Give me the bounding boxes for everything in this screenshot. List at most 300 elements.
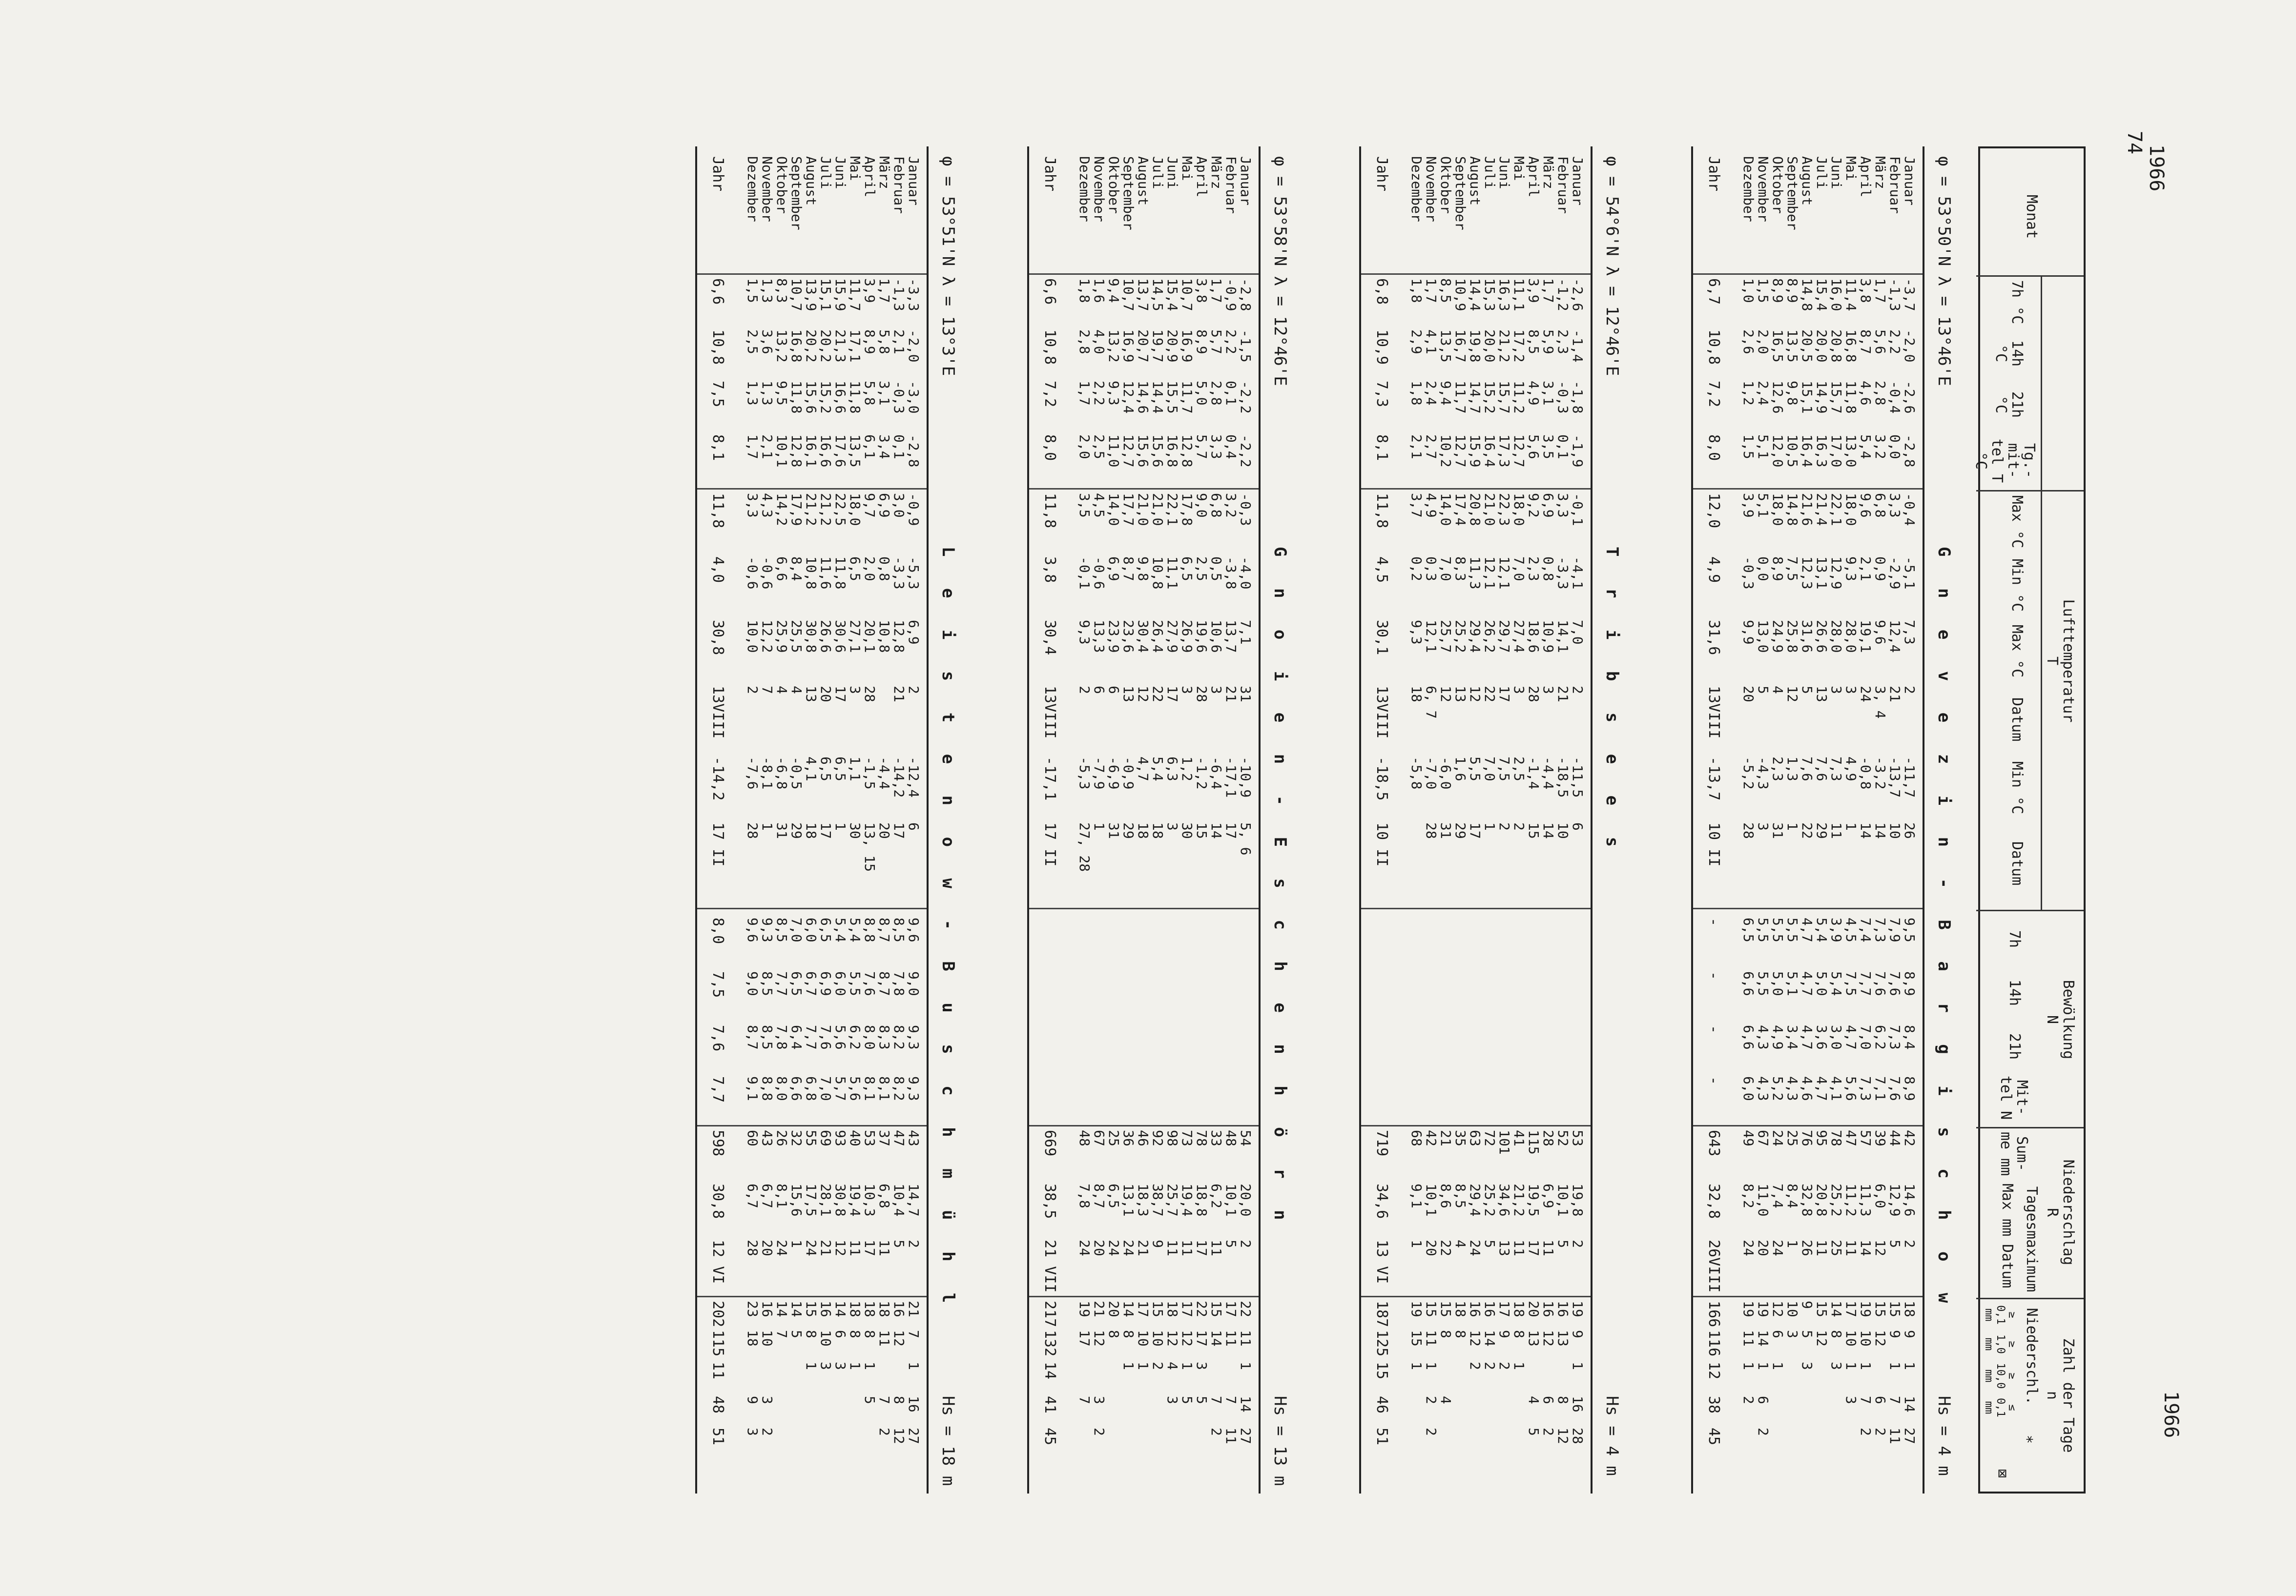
- table-cell: 14,4: [1150, 381, 1166, 414]
- table-cell: 21,0: [1150, 493, 1166, 526]
- table-cell: 6,3: [1164, 757, 1180, 781]
- table-cell: -0,4: [1902, 493, 1918, 526]
- jahr-cell: -13,7: [1705, 757, 1722, 801]
- header-tm-datum: Datum: [1999, 1244, 2016, 1289]
- table-cell: 5,6: [847, 1076, 863, 1101]
- table-cell: 9: [1496, 1330, 1512, 1338]
- table-cell: 17: [1179, 1301, 1195, 1317]
- table-cell: 3,8: [1194, 278, 1210, 303]
- table-cell: 2: [1496, 1362, 1512, 1370]
- table-cell: 11,4: [1843, 278, 1859, 311]
- table-cell: -2,8: [906, 434, 922, 468]
- table-row: [1844, 146, 1859, 1494]
- table-cell: 7,8: [774, 1025, 790, 1050]
- table-cell: 28: [745, 822, 761, 839]
- table-cell: 6,6: [1740, 1025, 1757, 1050]
- table-cell: 15,5: [1164, 381, 1180, 414]
- table-cell: 14: [1755, 1330, 1771, 1347]
- table-cell: 92: [1150, 1130, 1166, 1146]
- table-cell: 6,6: [774, 556, 790, 581]
- table-cell: 3,6: [759, 329, 775, 354]
- table-row: [1512, 146, 1527, 1494]
- table-cell: 5: [862, 1396, 878, 1404]
- table-cell: 4,5: [1843, 918, 1859, 942]
- station-section: [987, 146, 1300, 1494]
- jahr-cell: 125: [1373, 1330, 1390, 1357]
- table-cell: 5,1: [1755, 493, 1771, 518]
- jahr-cell: 8,0: [709, 918, 726, 944]
- table-cell: 19,8: [1570, 1184, 1586, 1217]
- table-cell: 7,6: [1887, 971, 1903, 996]
- table-row: [1078, 146, 1093, 1494]
- table-cell: 8,5: [759, 971, 775, 996]
- table-cell: 9,1: [1408, 1184, 1425, 1208]
- table-cell: 53: [1570, 1130, 1586, 1146]
- jahr-cell: 45: [1705, 1428, 1722, 1446]
- table-cell: 12,8: [1179, 434, 1195, 468]
- table-cell: 2,2: [1091, 381, 1107, 406]
- station-name: T r i b s e e s: [1602, 547, 1622, 858]
- jahr-cell: -: [1705, 971, 1722, 981]
- table-cell: 16: [1555, 1301, 1571, 1317]
- table-cell: 21: [906, 1301, 922, 1317]
- table-cell: 5: [1194, 1396, 1210, 1404]
- table-cell: 17: [818, 822, 834, 839]
- table-cell: 7,0: [1570, 620, 1586, 645]
- table-cell: 11: [1740, 1330, 1757, 1347]
- jahr-cell: 48: [709, 1396, 726, 1414]
- table-cell: 11,2: [1843, 1184, 1859, 1217]
- table-row: [1830, 146, 1844, 1494]
- table-cell: 6,0: [803, 918, 819, 942]
- table-cell: 15,3: [1482, 278, 1498, 311]
- table-cell: 29,7: [1496, 620, 1512, 653]
- table-cell: 19,6: [1194, 620, 1210, 653]
- table-cell: 5,4: [1814, 918, 1830, 942]
- jahr-cell: 7,5: [709, 381, 726, 408]
- month-label: November: [1423, 156, 1439, 222]
- month-label: Oktober: [1438, 156, 1454, 214]
- jahr-cell: 7,5: [709, 971, 726, 998]
- table-cell: 72: [1482, 1130, 1498, 1146]
- table-cell: 20: [1106, 1301, 1122, 1317]
- table-cell: 1,1: [847, 757, 863, 781]
- table-cell: -0,5: [788, 757, 805, 790]
- table-cell: 16: [818, 1301, 834, 1317]
- table-cell: 6,9: [876, 493, 892, 518]
- header-zahl-der-tage-symbol: n: [2044, 1391, 2061, 1400]
- table-cell: 3,0: [1828, 1025, 1844, 1050]
- table-cell: 7,0: [1858, 1025, 1874, 1050]
- table-cell: 21,0: [1482, 493, 1498, 526]
- table-cell: 6: [1872, 1396, 1888, 1404]
- table-cell: 9,6: [1872, 620, 1888, 645]
- table-cell: 3: [1755, 822, 1771, 831]
- table-cell: 2: [745, 686, 761, 694]
- jahr-cell: 6,8: [1373, 278, 1390, 305]
- table-cell: 3,1: [876, 381, 892, 406]
- month-label: Oktober: [774, 156, 790, 214]
- table-cell: 9,0: [906, 971, 922, 996]
- table-cell: 1,3: [745, 381, 761, 406]
- header-ns4: ≤ 0,1 mm: [1982, 1398, 2018, 1417]
- table-cell: 0,1: [891, 434, 907, 459]
- table-cell: 15: [1814, 1301, 1830, 1317]
- table-cell: 17: [1223, 1301, 1239, 1317]
- table-row: [1239, 146, 1254, 1494]
- table-cell: 7,0: [1482, 757, 1498, 781]
- table-cell: 28: [1570, 1428, 1586, 1444]
- table-row: [1498, 146, 1512, 1494]
- table-cell: 15: [1208, 1301, 1224, 1317]
- table-cell: 25,2: [1452, 620, 1469, 653]
- table-cell: 18: [876, 1301, 892, 1317]
- table-cell: 10,1: [1423, 1184, 1439, 1217]
- jahr-row: [1371, 146, 1390, 1494]
- table-cell: -0,3: [1238, 493, 1254, 526]
- jahr-cell: 26VIII: [1705, 1240, 1722, 1293]
- table-cell: 11: [1179, 1240, 1195, 1256]
- table-cell: -3,3: [891, 556, 907, 590]
- table-cell: 9,4: [1438, 381, 1454, 406]
- table-cell: 1,8: [1076, 278, 1093, 303]
- table-cell: 5,0: [1814, 971, 1830, 996]
- table-cell: 4,7: [1799, 971, 1815, 996]
- table-cell: -11,5: [1570, 757, 1586, 798]
- table-cell: 9: [1902, 1330, 1918, 1338]
- table-cell: 11,1: [1164, 556, 1180, 590]
- table-cell: 2: [906, 686, 922, 694]
- table-cell: 15: [1438, 1301, 1454, 1317]
- table-cell: 8,5: [1438, 278, 1454, 303]
- jahr-cell: 38,5: [1041, 1184, 1058, 1219]
- table-cell: 7: [759, 686, 775, 694]
- table-cell: 11,7: [1179, 381, 1195, 414]
- table-cell: -2,8: [1902, 434, 1918, 468]
- table-cell: 12,9: [1828, 556, 1844, 590]
- table-cell: 14: [788, 1301, 805, 1317]
- table-cell: 40: [847, 1130, 863, 1146]
- table-cell: 2: [1238, 1240, 1254, 1248]
- table-cell: 6, 7: [1423, 686, 1439, 719]
- table-row: [1093, 146, 1107, 1494]
- table-cell: 16,9: [1179, 329, 1195, 363]
- table-row: [1454, 146, 1469, 1494]
- table-cell: 4: [1770, 686, 1786, 694]
- table-cell: 39: [1872, 1130, 1888, 1146]
- station-coordinates: φ = 53°50'N λ = 13°46'E: [1934, 156, 1954, 386]
- table-cell: 18: [862, 1301, 878, 1317]
- table-cell: 8,2: [1740, 1184, 1757, 1208]
- table-cell: -3,3: [906, 278, 922, 311]
- table-cell: 14,8: [1799, 278, 1815, 311]
- table-cell: 5,8: [876, 329, 892, 354]
- table-cell: 11,7: [847, 278, 863, 311]
- table-cell: 9: [1150, 1240, 1166, 1248]
- table-cell: 35: [1452, 1130, 1469, 1146]
- table-cell: 18,8: [1194, 1184, 1210, 1217]
- table-cell: 11,3: [1858, 1184, 1874, 1217]
- table-cell: 25,8: [1784, 620, 1800, 653]
- table-cell: 3: [1784, 1330, 1800, 1338]
- table-cell: 21,6: [1799, 493, 1815, 526]
- month-label: Januar: [1902, 156, 1918, 206]
- table-cell: 30,4: [1135, 620, 1151, 653]
- jahr-cell: 166: [1705, 1301, 1722, 1328]
- table-cell: 1: [788, 1240, 805, 1248]
- table-cell: 8,5: [1526, 329, 1542, 354]
- table-cell: 24: [1106, 1240, 1122, 1256]
- table-cell: 21: [1091, 1301, 1107, 1317]
- table-cell: 1: [1843, 822, 1859, 831]
- table-cell: 3,1: [1540, 381, 1556, 406]
- table-cell: 9,3: [1843, 556, 1859, 581]
- table-cell: 101: [1496, 1130, 1512, 1155]
- jahr-row: [1703, 146, 1722, 1494]
- table-cell: 10,2: [1438, 434, 1454, 468]
- month-label: Oktober: [1106, 156, 1122, 214]
- table-cell: 5,6: [1843, 1076, 1859, 1101]
- table-cell: 7,6: [1814, 757, 1830, 781]
- jahr-cell: 13VIII: [1705, 686, 1722, 739]
- month-label: April: [1858, 156, 1874, 198]
- header-min-abs: Min °C: [2008, 761, 2026, 815]
- table-cell: 24: [774, 1240, 790, 1256]
- table-cell: 16,3: [1814, 434, 1830, 468]
- table-cell: 3: [1164, 1396, 1180, 1404]
- table-cell: 3: [1164, 822, 1180, 831]
- table-cell: 7,1: [1238, 620, 1254, 645]
- table-cell: 0,2: [1408, 556, 1425, 581]
- table-cell: 16: [1467, 1301, 1483, 1317]
- table-cell: 17: [1467, 822, 1483, 839]
- table-cell: 22: [1194, 1301, 1210, 1317]
- table-cell: 19,8: [1467, 329, 1483, 363]
- table-cell: 14,5: [1150, 278, 1166, 311]
- table-cell: 8: [1452, 1330, 1469, 1338]
- table-cell: 14: [1858, 1240, 1874, 1256]
- table-cell: 11: [1208, 1240, 1224, 1256]
- table-cell: 28: [1526, 686, 1542, 702]
- table-cell: 6,9: [1540, 493, 1556, 518]
- table-cell: 42: [1902, 1130, 1918, 1146]
- table-cell: 11,6: [818, 556, 834, 590]
- table-cell: 2: [1540, 1428, 1556, 1436]
- table-cell: 15,2: [1482, 381, 1498, 414]
- table-cell: 12,9: [1887, 1184, 1903, 1217]
- table-cell: 17,3: [1496, 434, 1512, 468]
- table-cell: 7,8: [1076, 1184, 1093, 1208]
- jahr-cell: 10,8: [1041, 329, 1058, 365]
- table-cell: 3, 4: [1872, 686, 1888, 719]
- table-cell: 7,3: [1872, 918, 1888, 942]
- table-cell: 2: [1570, 1240, 1586, 1248]
- table-cell: 1: [862, 1362, 878, 1370]
- table-cell: 18: [1150, 822, 1166, 839]
- table-cell: 11,2: [1511, 381, 1527, 414]
- table-cell: 6,5: [818, 918, 834, 942]
- table-cell: 24: [1120, 1240, 1137, 1256]
- table-cell: 1,7: [876, 278, 892, 303]
- table-cell: 6: [1755, 1396, 1771, 1404]
- month-label: April: [1194, 156, 1210, 198]
- table-cell: -4,1: [1570, 556, 1586, 590]
- table-cell: 14: [1828, 1301, 1844, 1317]
- table-cell: 3: [1091, 1396, 1107, 1404]
- jahr-cell: -: [1705, 1025, 1722, 1034]
- table-cell: -1,5: [862, 757, 878, 790]
- table-cell: 78: [1194, 1130, 1210, 1146]
- table-cell: 1,3: [1784, 757, 1800, 781]
- table-cell: 19,4: [1179, 1184, 1195, 1217]
- header-t14: 14h °C: [1992, 340, 2026, 367]
- table-cell: 5,4: [1828, 971, 1844, 996]
- table-cell: 12,6: [1770, 381, 1786, 414]
- table-cell: 98: [1164, 1130, 1180, 1146]
- table-cell: 3: [1511, 686, 1527, 694]
- table-cell: 29: [1814, 822, 1830, 839]
- table-cell: 5: [1799, 686, 1815, 694]
- month-label: Dezember: [1408, 156, 1425, 222]
- table-cell: 9,3: [759, 918, 775, 942]
- jahr-cell: 11: [709, 1362, 726, 1380]
- table-cell: 10,1: [1223, 1184, 1239, 1217]
- table-cell: 8,0: [862, 1025, 878, 1050]
- jahr-cell: 10,8: [709, 329, 726, 365]
- table-cell: 5,1: [1755, 434, 1771, 459]
- table-cell: 13,7: [1135, 278, 1151, 311]
- table-cell: 7,6: [1799, 757, 1815, 781]
- table-cell: 1: [1135, 1362, 1151, 1370]
- table-row: [1903, 146, 1918, 1494]
- month-label: November: [1091, 156, 1107, 222]
- table-cell: 12: [1091, 1330, 1107, 1347]
- table-cell: 20: [1740, 686, 1757, 702]
- table-cell: 2: [906, 1240, 922, 1248]
- table-cell: 7: [1858, 1396, 1874, 1404]
- table-cell: 17,1: [847, 329, 863, 363]
- table-cell: 1,6: [1091, 278, 1107, 303]
- table-cell: 26,4: [1150, 620, 1166, 653]
- table-cell: 1,8: [1408, 278, 1425, 303]
- table-cell: 2: [1496, 822, 1512, 831]
- table-row: [1410, 146, 1425, 1494]
- table-cell: -5,1: [1902, 556, 1918, 590]
- table-cell: 7,6: [1872, 971, 1888, 996]
- table-row: [1556, 146, 1571, 1494]
- table-cell: 10,0: [745, 620, 761, 653]
- table-cell: 2,4: [1423, 381, 1439, 406]
- table-cell: 1,3: [759, 381, 775, 406]
- jahr-cell: 3,8: [1041, 556, 1058, 583]
- table-row: [1439, 146, 1454, 1494]
- table-cell: 12: [832, 1240, 848, 1256]
- table-cell: -2,0: [1902, 329, 1918, 363]
- table-cell: 2,3: [1770, 757, 1786, 781]
- table-cell: 1: [1843, 1362, 1859, 1370]
- table-cell: 8: [1511, 1330, 1527, 1338]
- table-cell: 4,3: [759, 493, 775, 518]
- table-cell: 12: [891, 1330, 907, 1347]
- jahr-cell: 4,9: [1705, 556, 1722, 583]
- table-cell: -1,4: [1570, 329, 1586, 363]
- jahr-cell: 41: [1041, 1396, 1058, 1414]
- table-cell: 9,3: [906, 1076, 922, 1101]
- table-cell: 22: [1438, 1240, 1454, 1256]
- table-cell: 27,9: [1164, 620, 1180, 653]
- table-cell: 17: [891, 822, 907, 839]
- table-cell: 7: [1208, 1396, 1224, 1404]
- table-cell: 15: [1194, 822, 1210, 839]
- table-cell: -4,4: [1540, 757, 1556, 790]
- table-cell: 17: [1496, 1301, 1512, 1317]
- table-cell: 5,4: [1858, 434, 1874, 459]
- table-cell: 10: [1150, 1330, 1166, 1347]
- table-cell: 73: [1179, 1130, 1195, 1146]
- table-cell: 3,3: [745, 493, 761, 518]
- table-cell: 55: [803, 1130, 819, 1146]
- table-cell: 7,8: [891, 971, 907, 996]
- table-cell: 14,7: [906, 1184, 922, 1217]
- jahr-cell: 4,0: [709, 556, 726, 583]
- table-cell: 20,8: [1814, 1184, 1830, 1217]
- table-cell: 41: [1511, 1130, 1527, 1146]
- table-cell: 3: [818, 1362, 834, 1370]
- table-cell: 8,9: [1194, 329, 1210, 354]
- table-cell: -2,2: [1238, 434, 1254, 468]
- table-cell: 30,8: [803, 620, 819, 653]
- table-cell: 1,5: [1740, 434, 1757, 459]
- table-cell: 24: [1076, 1240, 1093, 1256]
- table-cell: 4,6: [1799, 1076, 1815, 1101]
- table-cell: 8: [862, 1330, 878, 1338]
- table-cell: 7,5: [1784, 556, 1800, 581]
- jahr-cell: 30,4: [1041, 620, 1058, 655]
- jahr-cell: 51: [1373, 1428, 1390, 1446]
- table-cell: 60: [745, 1130, 761, 1146]
- table-cell: 17: [1076, 1330, 1093, 1347]
- table-cell: 15: [1423, 1301, 1439, 1317]
- table-cell: 26: [774, 1130, 790, 1146]
- table-cell: 21,0: [1135, 493, 1151, 526]
- month-label: Mai: [1843, 156, 1859, 181]
- table-cell: 4,5: [1091, 493, 1107, 518]
- table-cell: 46: [1135, 1130, 1151, 1146]
- table-row: [790, 146, 805, 1494]
- month-label: September: [1120, 156, 1137, 230]
- table-row: [1137, 146, 1151, 1494]
- month-label: Dezember: [1076, 156, 1093, 222]
- table-cell: 15,9: [832, 278, 848, 311]
- table-cell: 10,1: [774, 434, 790, 468]
- table-cell: 18,0: [1843, 493, 1859, 526]
- table-cell: 6,2: [1208, 1184, 1224, 1208]
- table-cell: 1,7: [1076, 381, 1093, 406]
- table-cell: 4,7: [1814, 1076, 1830, 1101]
- table-cell: 1: [847, 1362, 863, 1370]
- table-cell: 12: [1872, 1240, 1888, 1256]
- table-cell: 3: [1179, 686, 1195, 694]
- table-cell: 16: [1540, 1301, 1556, 1317]
- table-cell: 8,7: [1858, 329, 1874, 354]
- table-cell: 17,8: [1179, 493, 1195, 526]
- table-cell: 12,1: [1496, 556, 1512, 590]
- month-label: Juli: [1482, 156, 1498, 189]
- table-cell: 17,6: [832, 434, 848, 468]
- table-cell: 13,5: [847, 434, 863, 468]
- table-cell: 3,9: [1526, 278, 1542, 303]
- table-cell: 10: [759, 1330, 775, 1347]
